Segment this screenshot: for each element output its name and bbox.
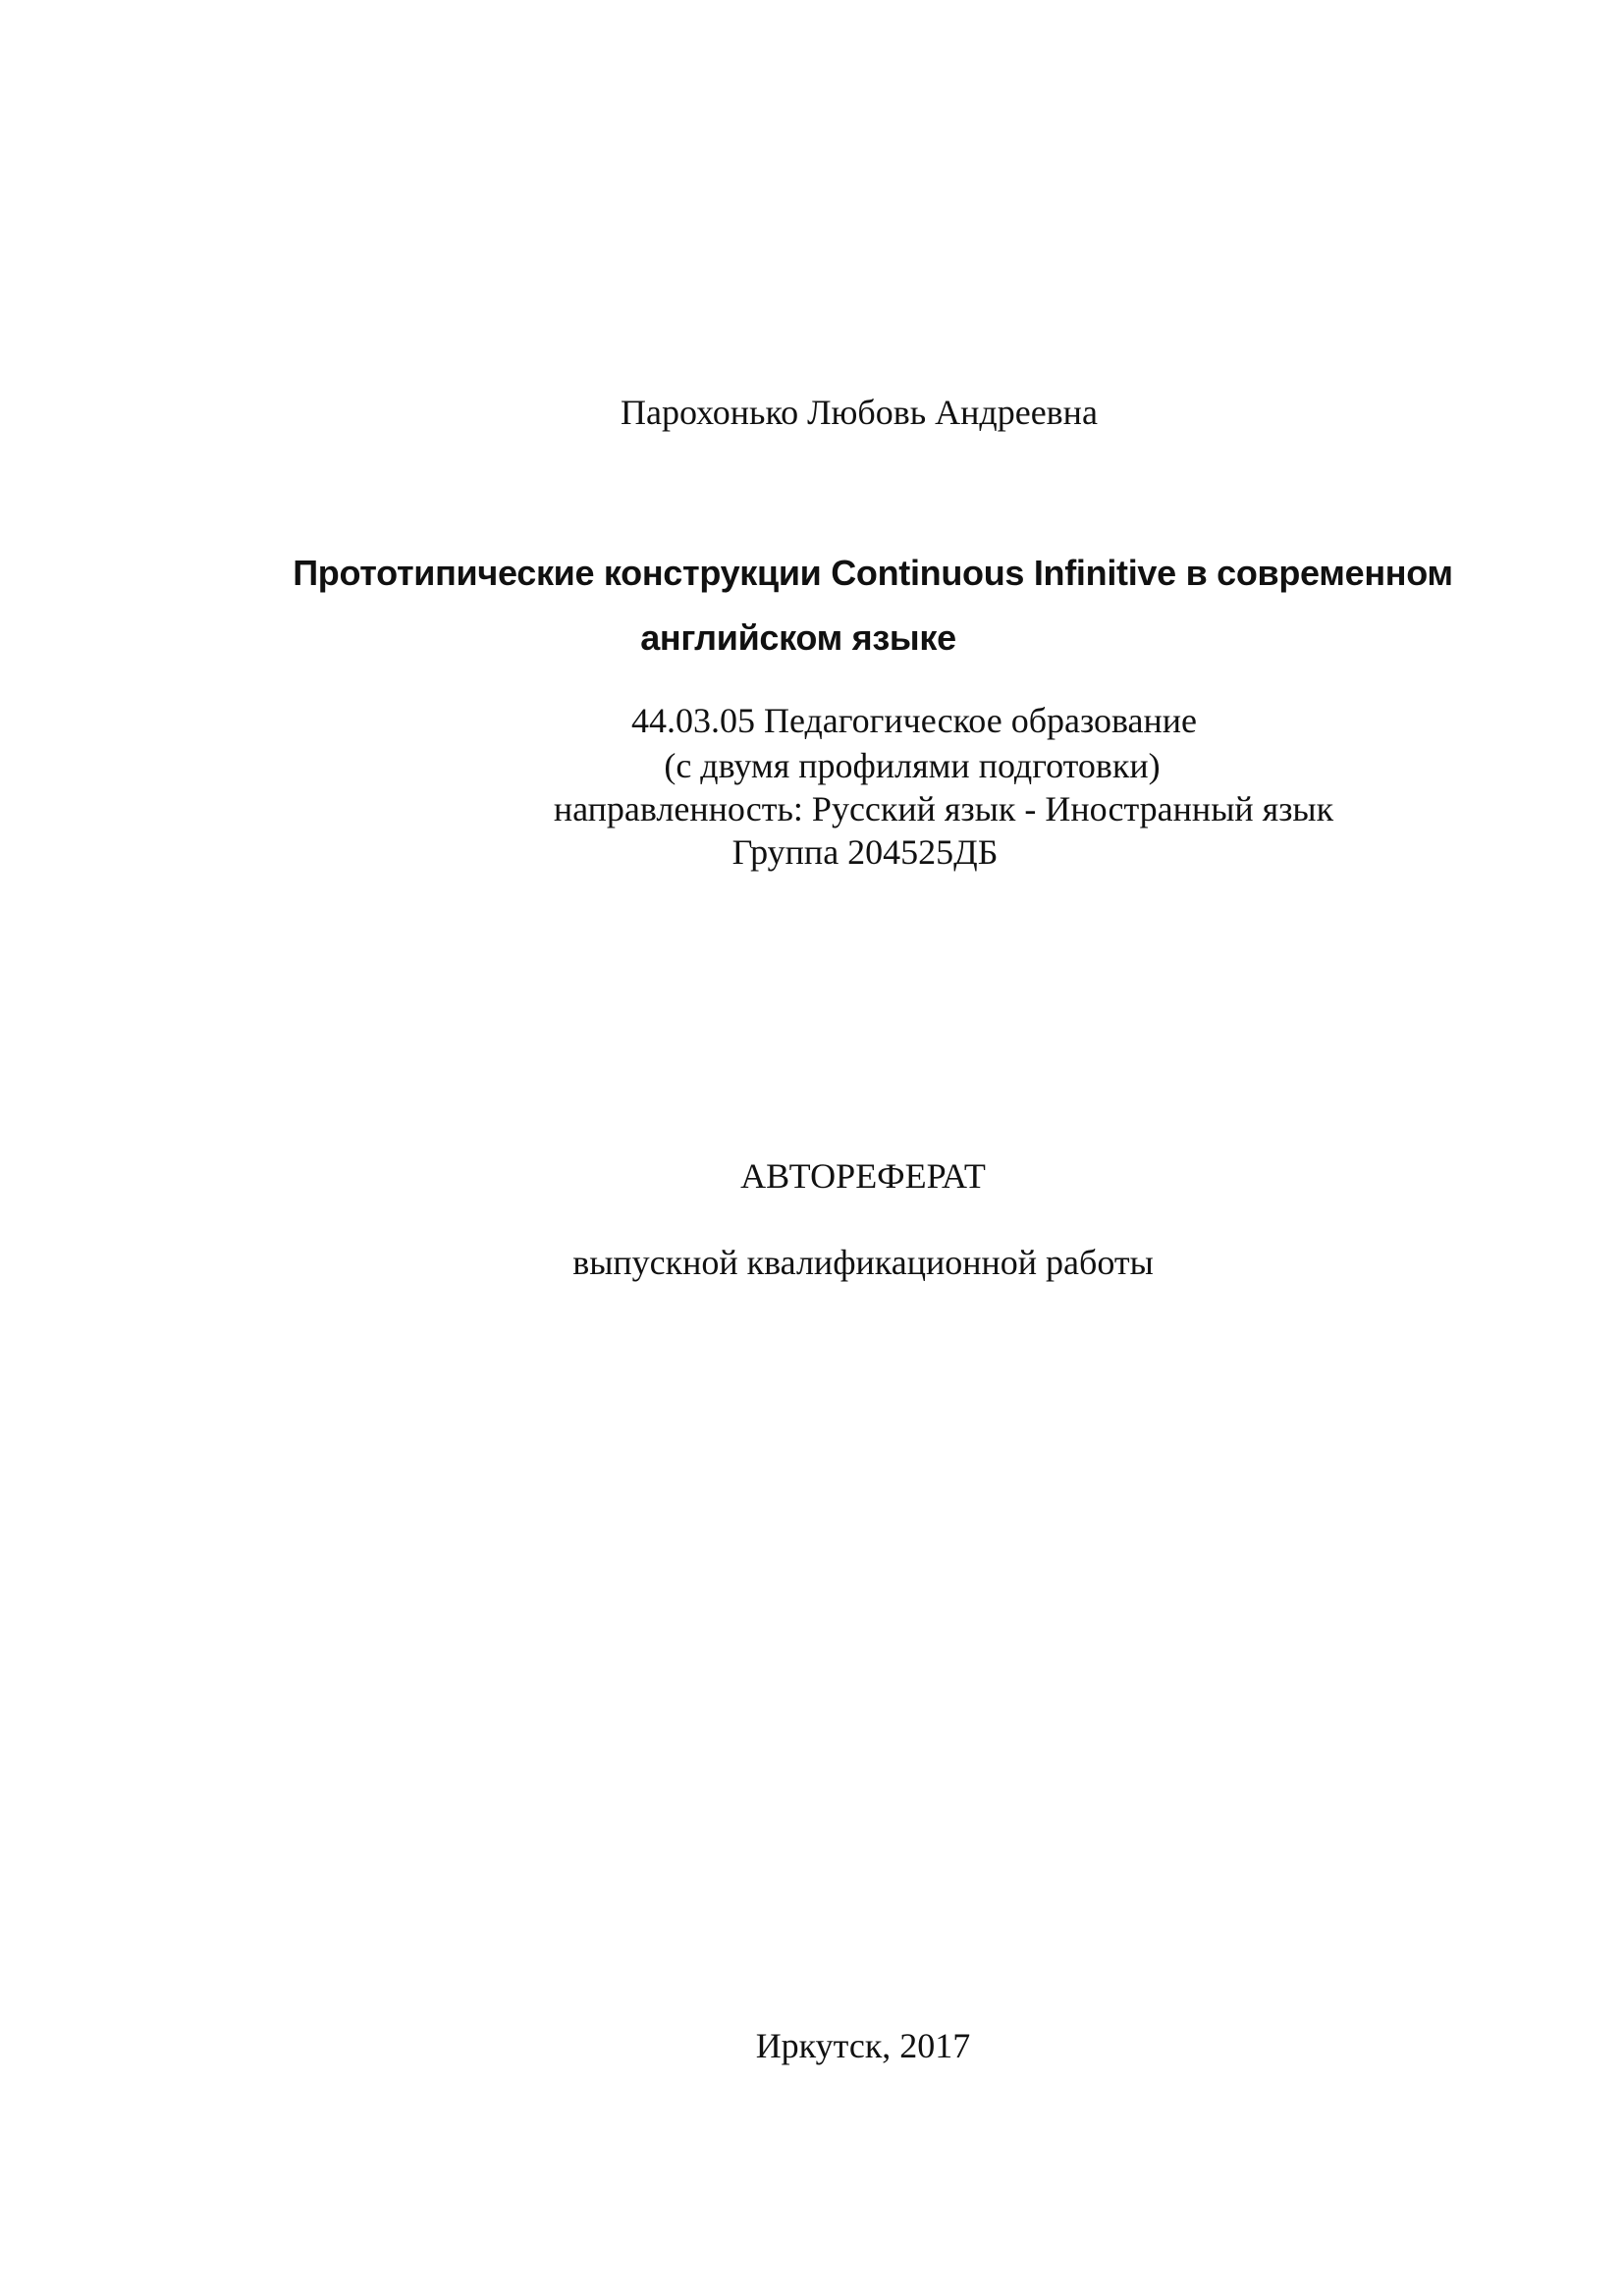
- thesis-title-line-1: Прототипические конструкции Continuous Infinitive в современном: [293, 553, 1453, 593]
- program-direction: направленность: Русский язык - Иностранный язык: [553, 789, 1334, 828]
- document-type: АВТОРЕФЕРАТ: [740, 1156, 986, 1196]
- program-code: 44.03.05 Педагогическое образование: [630, 701, 1198, 740]
- document-subtitle: выпускной квалификационной работы: [572, 1243, 1154, 1282]
- city-year: Иркутск, 2017: [755, 2026, 971, 2065]
- author-name: Парохонько Любовь Андреевна: [621, 393, 1098, 432]
- thesis-title-line-2: английском языке: [640, 617, 956, 658]
- group-number: Группа 204525ДБ: [731, 832, 999, 872]
- program-profiles: (с двумя профилями подготовки): [664, 746, 1161, 785]
